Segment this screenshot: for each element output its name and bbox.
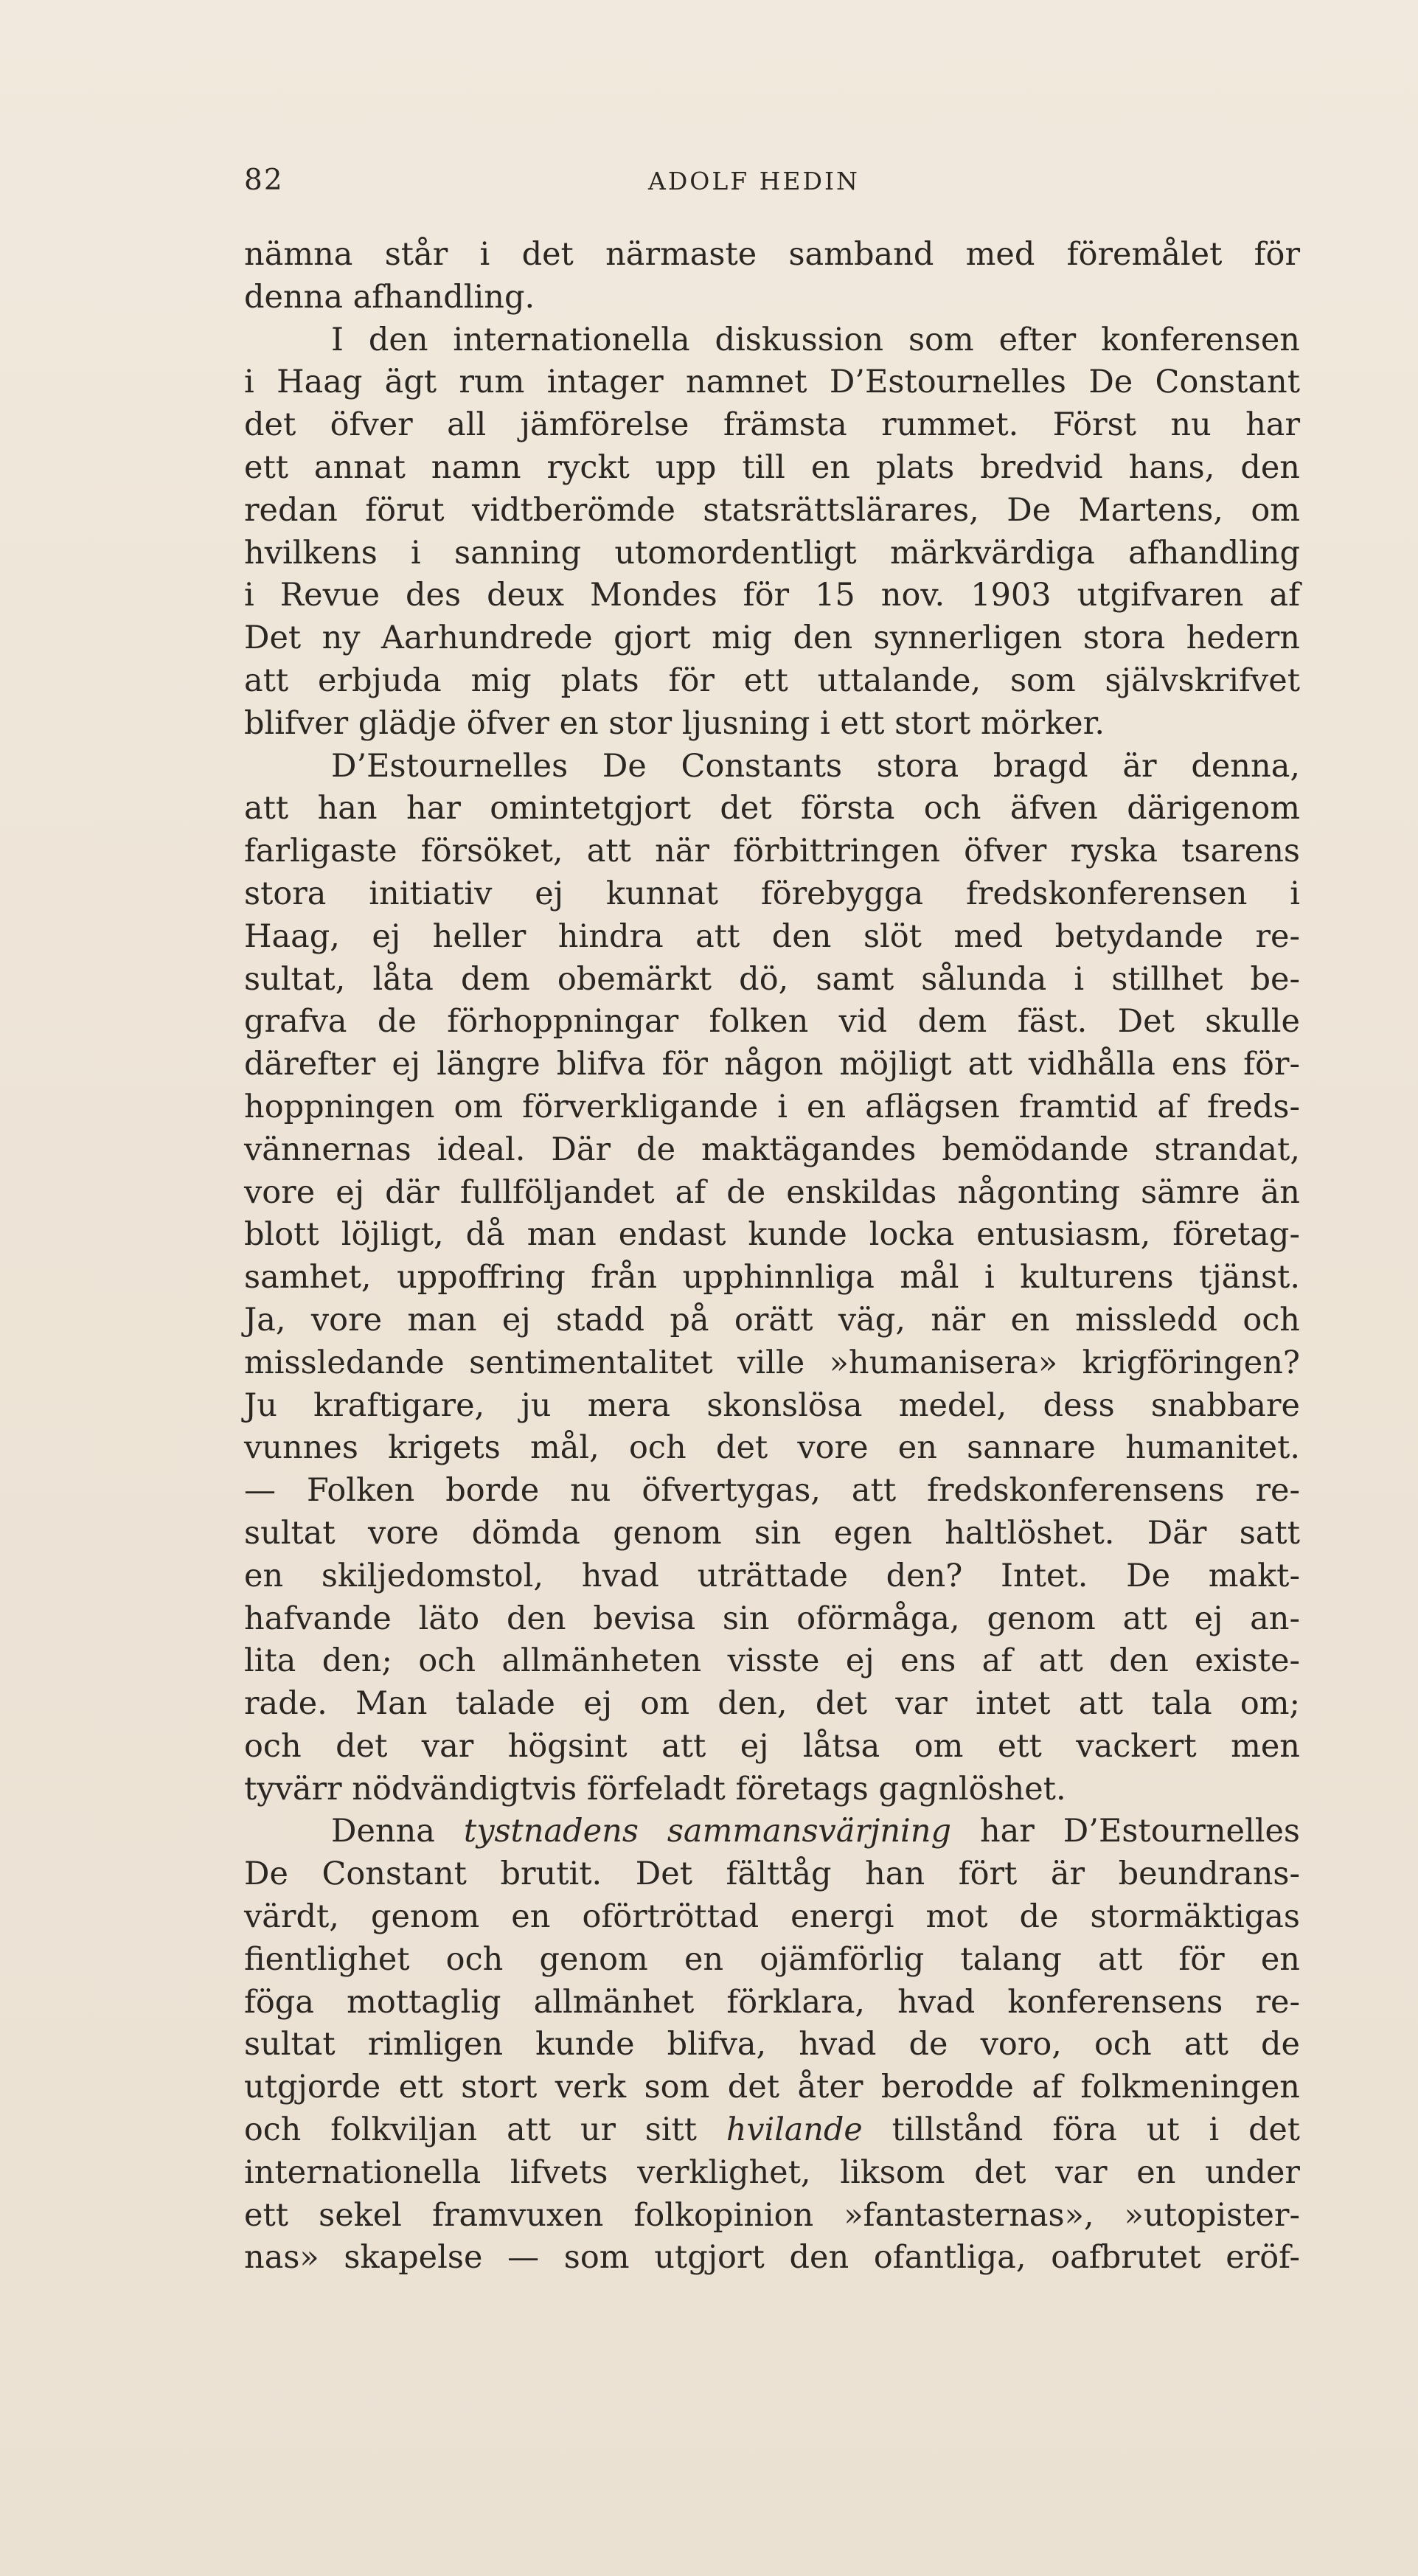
text-line: nas» skapelse — som utgjort den ofantliga, oafbrutet eröf- xyxy=(244,2239,1300,2277)
paragraph-start-line: I den internationella diskussion som efter konferensen xyxy=(331,321,1300,358)
text-line: hafvande läto den bevisa sin oförmåga, genom att ej an- xyxy=(244,1600,1300,1637)
text-line: sultat, låta dem obemärkt dö, samt sålunda i stillhet be- xyxy=(244,960,1300,998)
running-head xyxy=(244,164,1299,208)
text-line: internationella lifvets verklighet, liksom det var en under xyxy=(244,2153,1300,2191)
text-line: att erbjuda mig plats för ett uttalande, som självskrifvet xyxy=(244,662,1300,699)
text-line: Ja, vore man ej stadd på orätt väg, när en missledd och xyxy=(244,1301,1300,1339)
text-line: i Haag ägt rum intager namnet D’Estournelles De Constant xyxy=(244,364,1300,401)
text-line: nämna står i det närmaste samband med föremålet för xyxy=(244,236,1300,273)
body-text xyxy=(244,234,1300,2280)
line-text: tillstånd föra ut i det xyxy=(862,2111,1300,2149)
text-line xyxy=(244,2109,1300,2152)
text-line: vore ej där fullföljandet af de enskildas någonting sämre än xyxy=(244,1173,1300,1211)
text-line: i Revue des deux Mondes för 15 nov. 1903 utgifvaren af xyxy=(244,577,1300,614)
text-line: Ju kraftigare, ju mera skonslösa medel, dess snabbare xyxy=(244,1386,1300,1424)
text-line: farligaste försöket, att när förbittringen öfver ryska tsarens xyxy=(244,833,1300,870)
text-line: missledande sentimentalitet ville »humanisera» krigföringen? xyxy=(244,1344,1300,1381)
text-line: rade. Man talade ej om den, det var intet att tala om; xyxy=(244,1685,1300,1723)
text-line: sultat rimligen kunde blifva, hvad de voro, och att de xyxy=(244,2026,1300,2063)
text-line: det öfver all jämförelse främsta rummet. Först nu har xyxy=(244,406,1300,444)
text-line: Det ny Aarhundrede gjort mig den synnerligen stora hedern xyxy=(244,619,1300,657)
text-line: blifver glädje öfver en stor ljusning i ett stort mörker. xyxy=(244,704,1105,742)
line-text: och folkviljan att ur sitt xyxy=(244,2111,726,2149)
italic-phrase: hvilande xyxy=(726,2111,863,2149)
text-line: ett sekel framvuxen folkopinion »fantasternas», »utopister- xyxy=(244,2196,1300,2234)
text-line: att han har omintetgjort det första och äfven därigenom xyxy=(244,790,1300,827)
text-line: blott löjligt, då man endast kunde locka entusiasm, företag- xyxy=(244,1216,1300,1254)
text-line: utgjorde ett stort verk som det åter berodde af folkmeningen xyxy=(244,2069,1300,2106)
text-line: ett annat namn ryckt upp till en plats bredvid hans, den xyxy=(244,448,1300,486)
paragraph-start-line xyxy=(244,1811,1300,1853)
text-line: stora initiativ ej kunnat förebygga fredskonferensen i xyxy=(244,875,1300,912)
text-line: tyvärr nödvändigtvis förfeladt företags gagnlöshet. xyxy=(244,1770,1066,1808)
paragraph-start-line: D’Estournelles De Constants stora bragd är denna, xyxy=(331,747,1300,785)
text-line: De Constant brutit. Det fälttåg han fört är beundrans- xyxy=(244,1855,1300,1893)
text-line: och det var högsint att ej låtsa om ett vackert men xyxy=(244,1727,1300,1765)
text-line: sultat vore dömda genom sin egen haltlöshet. Där satt xyxy=(244,1514,1300,1552)
text-line: därefter ej längre blifva för någon möjligt att vidhålla ens för- xyxy=(244,1046,1300,1083)
text-line: föga mottaglig allmänhet förklara, hvad konferensens re- xyxy=(244,1983,1300,2021)
text-line: vunnes krigets mål, och det vore en sannare humanitet. xyxy=(244,1429,1300,1467)
text-line: — Folken borde nu öfvertygas, att fredskonferensens re- xyxy=(244,1472,1300,1510)
text-line: hvilkens i sanning utomordentligt märkvärdiga afhandling xyxy=(244,534,1300,572)
page-number: 82 xyxy=(244,164,284,197)
italic-phrase: tystnadens sammansvärjning xyxy=(463,1813,951,1850)
text-line: hoppningen om förverkligande i en aflägsen framtid af freds- xyxy=(244,1088,1300,1125)
text-line: grafva de förhoppningar folken vid dem fäst. Det skulle xyxy=(244,1003,1300,1041)
text-line: en skiljedomstol, hvad uträttade den? Intet. De makt- xyxy=(244,1557,1300,1594)
text-line: denna afhandling. xyxy=(244,278,535,316)
text-line: fientlighet och genom en ojämförlig talang att för en xyxy=(244,1940,1300,1978)
text-line: redan förut vidtberömde statsrättslärares, De Martens, om xyxy=(244,491,1300,529)
line-text: Denna xyxy=(331,1813,464,1850)
line-text: har D’Estournelles xyxy=(951,1813,1300,1850)
text-line: Haag, ej heller hindra att den slöt med betydande re- xyxy=(244,917,1300,955)
text-line: värdt, genom en oförtröttad energi mot de stormäktigas xyxy=(244,1898,1300,1936)
text-line: lita den; och allmänheten visste ej ens af att den existe- xyxy=(244,1642,1300,1680)
running-title: ADOLF HEDIN xyxy=(648,167,860,195)
text-line: vännernas ideal. Där de maktägandes bemödande strandat, xyxy=(244,1131,1300,1168)
text-line: samhet, uppoffring från upphinnliga mål i kulturens tjänst. xyxy=(244,1259,1300,1296)
